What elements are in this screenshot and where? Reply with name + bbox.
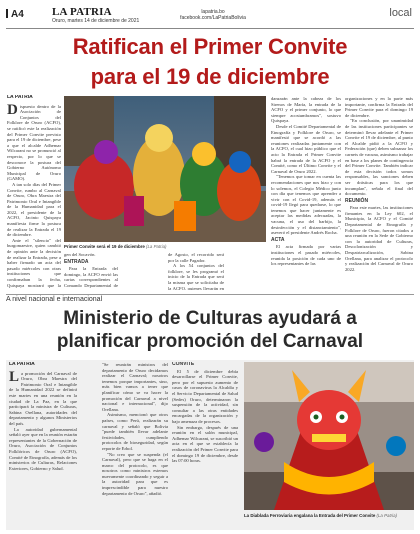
article1-headline-line1: Ratifican el Primer Convite	[72, 34, 348, 59]
page-number: A4	[6, 9, 24, 20]
brand-name: LA PATRIA	[52, 6, 112, 18]
site-link[interactable]: lapatria.bo	[201, 9, 225, 15]
article2-kicker: LA PATRIA	[9, 362, 35, 367]
article1-col3: de Agosto, el recorrido será por la calle Pagador. A los 54 conjuntos del folklore, se les programó el inicio de la Entrada que será la misma que se solicitaba de la ACFO, quienes llevarán en	[168, 252, 224, 290]
header-divider	[6, 28, 414, 29]
article1-caption: Primer Convite será el 19 de diciembre (La Patria)	[64, 244, 167, 249]
section-bar: A nivel nacional e internacional	[6, 294, 414, 305]
article2-col2: "Se reunirán ministros del departamento de Oruro decidamos realizar el Carnaval; nosotros tenemos porque importantes, sino, más bien vamos a tener que planificar cómo se va hacer la promoción del Carnaval a nivel nacional e internacional", dijo Orellana. Asimismo, mencionó que otros países, como Perú, realizarán su carnaval y señaló que Bolivia "puede también llevar adelante festividades, cumpliendo protocolos de bioseguridad, según reporte de Erbol. "No creo que se suspenda (el Carnaval), pero que se haga en el marco del protocolo, es que nosotros como ministros estemos nuevamente coordinando y seguir a la autoridad para que es imprescindible para nuestro departamento de Oruro", añadió.	[102, 362, 168, 496]
article2-headline-line1: Ministerio de Culturas ayudará a	[63, 308, 357, 329]
article2-caption: La Diablada Ferroviaria engalana la Entrada del Primer Convite (La Patria)	[244, 513, 398, 518]
dropcap: L	[9, 368, 20, 385]
article2-col3: CONVITE El 5 de diciembre debía desarrollarse el Primer Convite, pero por el supuesto aumento de casos de coronavirus la Alcaldía y el Servicio Departamental de Salud (Sedes) Oruro, determinaron la suspensión de la actividad, sin consultar a las otras entidades encargadas de la organización y bajo amenaza de procesos. Sin embargo, después de una reunión en el salón municipal, Adhemar Wilcarani, se suscribió un acta en el que se establecía la realización del Primer Convite para el domingo 19 de diciembre, desde las 07:00 horas.	[172, 362, 238, 464]
social-link[interactable]: facebook.com/LaPatriaBolivia	[180, 15, 246, 21]
convite-photo	[64, 96, 266, 242]
section-name: local	[389, 7, 412, 19]
article1-col2: gen del Socavón. ENTRADA Para la Entrada del domingo, la ACFO envió las cartas correspondientes al Comando Departamental de	[64, 252, 118, 288]
convite-photo-image	[64, 96, 266, 242]
article1-col5: organizaciones y en la parte más importante, confirma la Entrada del Primer Convite para el domingo 19 de diciembre. "En conclusión, por unanimidad de las instituciones participantes se determinó llevar adelante el Primer Convite el 19 de diciembre, al punto el Alcalde pidió a la ACFO y Federación (que) deben subsanar los carnets de vacuna, asimismo trabajar en base a los planes de contingencia del Primer Convite. También indicar de esta decisión todos somos responsables, las sanciones deben ser drásticas para los que incumplan", señala el final del documento. REUNIÓN Para este martes, las instituciones firmantes en la Ley 602, el Municipio, la ACFO y el Comité Departamental de Etnografía y Folklore de Oruro, fueron citados a una reunión en la Sede de Gobierno con la autoridad de Culturas, Descolonización y Despatriarcalización, Sabina Orellana, para analizar el protocolo y realización del Carnaval de Oruro 2022.	[345, 96, 413, 272]
article1-col1: LA PATRIA Dispuesto dentro de la Asociación de Conjuntos del Folklore de Oruro (ACFO), se ratificó este la realización del Primer Convite previsto para el 19 de diciembre, pese a que el alcalde Adhemar Wilcarani no se pronunció al respecto, por lo que se desconoce la postura del Gobierno Autónomo Municipal de Oruro (GAMO). A tan solo días del Primer Convite, rumbo al Carnaval de Oruro, Obra Maestra del Patrimonio Oral e Intangible de la Humanidad para el 2022, el presidente de la ACFO, Jacinto Quispaya manifiesta firme la postura de realizar la Entrada el 19 de diciembre. Ante el "silencio" del burgomaestre, quien cambió de opinión ante la decisión de realizar la Entrada, pese a haber firmado un acta del pasado miércoles con otras instituciones que confirmaban la fecha, Quispaya mostraró que la	[7, 95, 61, 288]
article2-headline-line2: planificar promoción del Carnaval	[56, 331, 364, 352]
header-links	[178, 9, 248, 21]
diablada-photo	[244, 362, 414, 510]
article1-kicker: LA PATRIA	[7, 95, 33, 100]
article1-col4: danzarán ante la cabeza de los Sirenos de María, la entrada de la ACFO y el primer conjunto, lo que siempre acostumbramos", sostuvo Quispaya. Desde el Comité Departamental de Etnografía y Folklore de Oruro, se manifestó que se acordó a las reuniones realizadas juntamente con la ACFO, el cual hizo público que el acto la Entrada el Primer Convite habrá la entrada de la ACFO y el Comité, como el Último Convite y el Carnaval de Oruro 2022. "Tenemos que tomar en cuenta las recomendaciones que nos hizo y con lo solemos, el Colegio Médico junto con día que tenemos que aprender a vivir con el Covid-19, además el covid-19 llegó para quedarse, lo que tenemos que hacer juntamente es aceptar las medidas adecuadas, la vacuna, el uso del barbijo, la desinfección y el distanciamiento", aseveró el presidente Andrés Rocha. ACTA El acta firmada por varias instituciones el pasado miércoles, reunida la posición de cada uno de los representantes de las	[271, 96, 341, 267]
date-line: Oruro, martes 14 de diciembre de 2021	[52, 18, 140, 24]
dropcap: D	[7, 101, 18, 118]
article1-headline-line2: para el 19 de diciembre	[90, 64, 330, 89]
article2-col1: LA PATRIA La promoción del Carnaval de Oruro, Obra Maestra del Patrimonio Oral e Intangible de la Humanidad 2022 se definirá este martes en una reunión en la ciudad de La Paz, en la que participará la ministra de Culturas, Sabina Orellana, autoridades del departamento y algunos Ministerios del país. La autoridad gubernamental señaló ayer que en la reunión estarán representantes de la Gobernación de Oruro, Asociación de Conjuntos Folklóricos de Oruro (ACFO), Comité de Etnografía, además de los ministerios de Culturas, Relaciones Exteriores, Gobierno y Salud.	[9, 362, 77, 471]
diablada-photo-image	[244, 362, 414, 510]
